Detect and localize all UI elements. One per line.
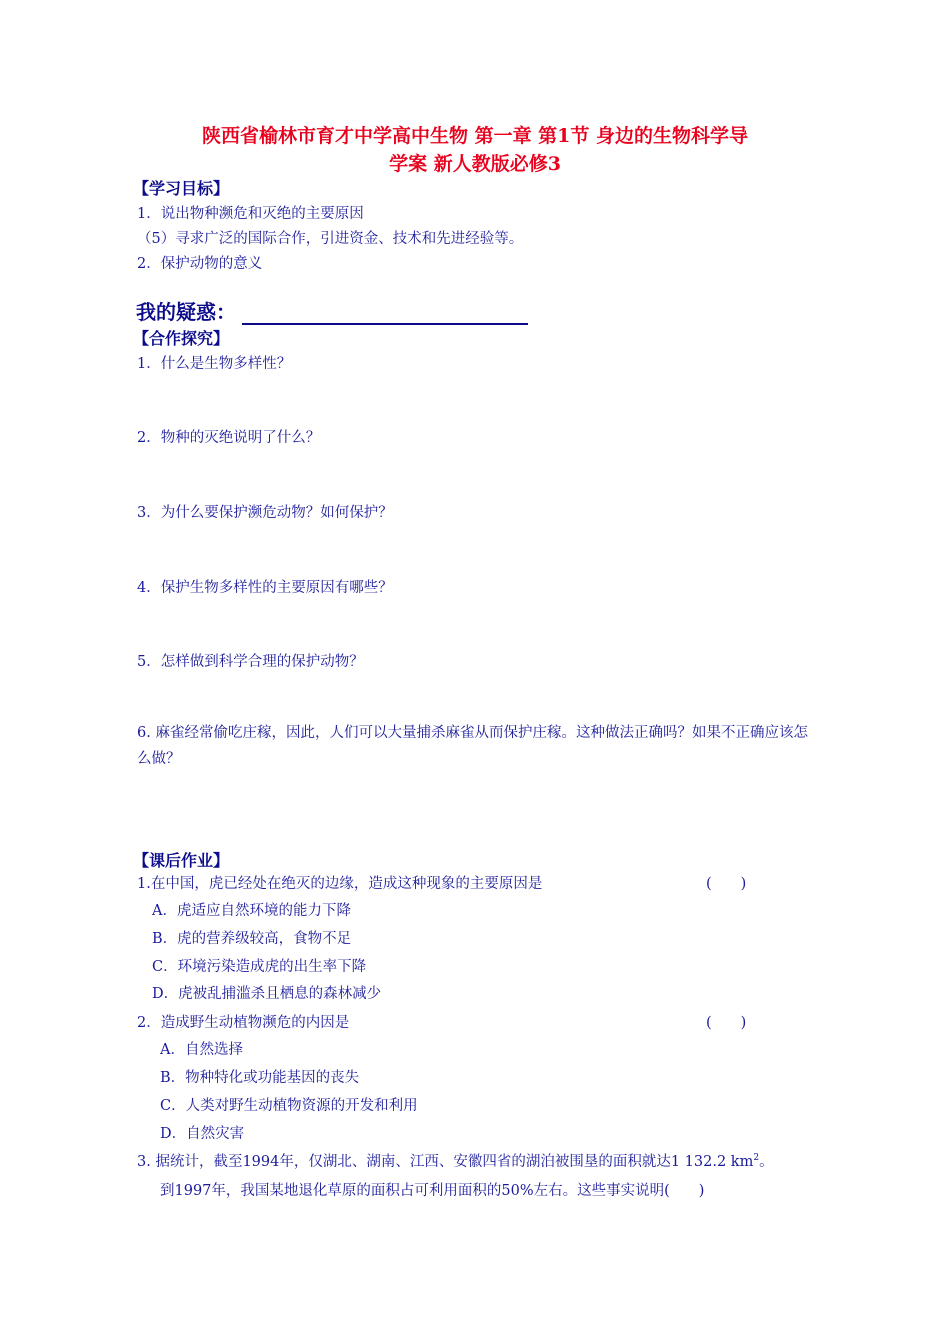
section-objectives-heading: 【学习目标】 [133, 179, 230, 198]
objective-item: 1．说出物种濒危和灭绝的主要原因 [137, 206, 364, 222]
doubt-line [136, 296, 528, 325]
question-item: 4．保护生物多样性的主要原因有哪些？ [137, 580, 393, 596]
option-item: B．物种特化或功能基因的丧失 [160, 1070, 360, 1086]
question-item: 1．什么是生物多样性？ [137, 356, 292, 372]
homework-q2-stem: 2．造成野生动植物濒危的内因是 [137, 1015, 350, 1031]
option-item: B．虎的营养级较高，食物不足 [152, 931, 352, 947]
title-line-2: 学案 新人教版必修3 [389, 153, 561, 175]
option-item: C．人类对野生动植物资源的开发和利用 [160, 1098, 418, 1114]
option-item: C．环境污染造成虎的出生率下降 [152, 959, 367, 975]
section-cooperate-heading: 【合作探究】 [133, 329, 230, 348]
section-homework-heading: 【课后作业】 [133, 851, 230, 870]
doubt-label: 我的疑惑： [136, 300, 236, 324]
option-item: A．自然选择 [160, 1042, 243, 1058]
question-item: 2．物种的灭绝说明了什么？ [137, 430, 321, 446]
homework-q3-line1 [137, 1150, 774, 1171]
q3-superscript: 2 [753, 1153, 760, 1164]
objective-item: 2．保护动物的意义 [137, 256, 263, 272]
homework-q1-stem: 1.在中国，虎已经处在绝灭的边缘，造成这种现象的主要原因是 [137, 876, 543, 892]
answer-paren: ( ) [706, 1015, 747, 1031]
document-title [120, 122, 830, 178]
question-item: 5．怎样做到科学合理的保护动物？ [137, 654, 364, 670]
option-item: D．自然灾害 [160, 1126, 245, 1142]
question-item: 6. 麻雀经常偷吃庄稼，因此，人们可以大量捕杀麻雀从而保护庄稼。这种做法正确吗？如果不正确应该怎么做？ [137, 725, 808, 767]
doubt-blank [242, 303, 528, 325]
objective-item: （5）寻求广泛的国际合作，引进资金、技术和先进经验等。 [137, 231, 524, 247]
q3-text: 3. 据统计，截至1994年，仅湖北、湖南、江西、安徽四省的湖泊被围垦的面积就达1 132.2 km [137, 1154, 754, 1170]
title-line-1: 陕西省榆林市育才中学高中生物 第一章 第1节 身边的生物科学导 [201, 125, 749, 147]
homework-q3-line2: 到1997年，我国某地退化草原的面积占可利用面积的50%左右。这些事实说明( ) [160, 1183, 705, 1199]
answer-paren: ( ) [706, 876, 747, 892]
question-item: 3．为什么要保护濒危动物？如何保护？ [137, 505, 393, 521]
option-item: D．虎被乱捕滥杀且栖息的森林减少 [152, 986, 382, 1002]
q3-period: 。 [759, 1154, 774, 1170]
option-item: A．虎适应自然环境的能力下降 [152, 903, 351, 919]
